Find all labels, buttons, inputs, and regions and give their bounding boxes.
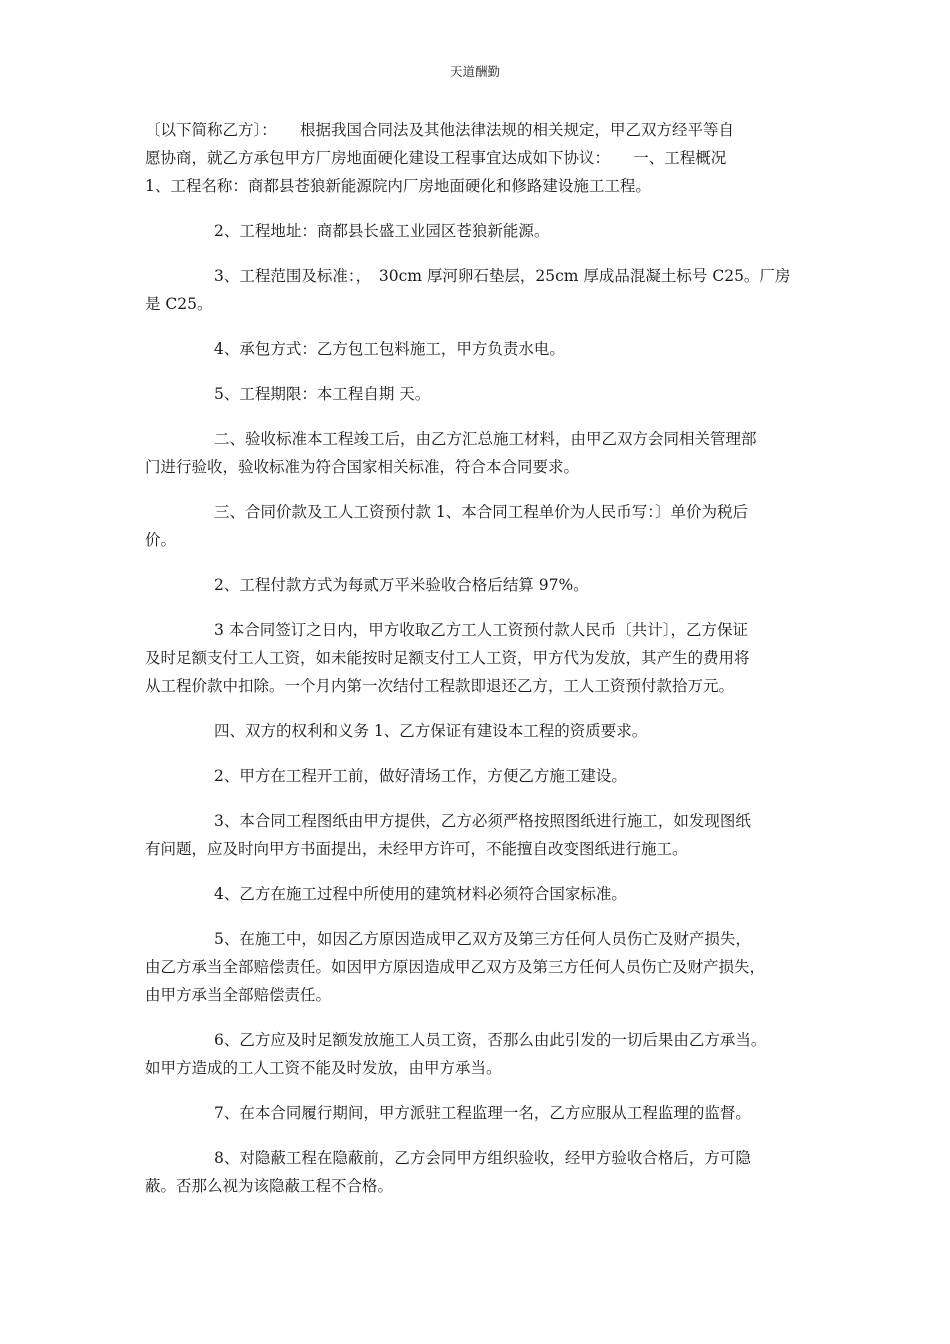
page-header: 天道酬勤 <box>449 64 500 79</box>
text-line: 门进行验收，验收标准为符合国家相关标准，符合本合同要求。 <box>145 458 580 476</box>
text-line: 〔以下简称乙方〕： 根据我国合同法及其他法律法规的相关规定，甲乙双方经平等自 <box>145 121 735 139</box>
text-line: 4、乙方在施工过程中所使用的建筑材料必须符合国家标准。 <box>214 885 627 903</box>
document-body <box>145 116 813 1217</box>
text-line: 有问题，应及时向甲方书面提出，未经甲方许可，不能擅自改变图纸进行施工。 <box>145 840 688 858</box>
text-line: 8、对隐蔽工程在隐蔽前，乙方会同甲方组织验收，经甲方验收合格后，方可隐 <box>214 1149 751 1167</box>
paragraph-supervision <box>145 1099 813 1127</box>
text-line: 二、验收标准本工程竣工后，由乙方汇总施工材料，由甲乙双方会同相关管理部 <box>214 430 757 448</box>
paragraph-concealed-works <box>145 1144 813 1200</box>
text-line: 3、本合同工程图纸由甲方提供，乙方必须严格按照图纸进行施工，如发现图纸 <box>214 812 751 830</box>
text-line: 5、在施工中，如因乙方原因造成甲乙双方及第三方任何人员伤亡及财产损失， <box>214 930 751 948</box>
paragraph-materials <box>145 880 813 908</box>
paragraph-contract-method <box>145 335 813 363</box>
paragraph-liability <box>145 925 813 1009</box>
text-line: 4、承包方式：乙方包工包料施工，甲方负责水电。 <box>214 340 565 358</box>
text-line: 价。 <box>145 531 177 549</box>
paragraph-contract-price <box>145 498 813 554</box>
text-line: 5、工程期限：本工程自期 天。 <box>214 385 431 403</box>
text-line: 是 C25。 <box>145 295 213 313</box>
paragraph-wages <box>145 1026 813 1082</box>
text-line: 四、双方的权利和义务 1、乙方保证有建设本工程的资质要求。 <box>214 722 648 740</box>
paragraph-payment-method <box>145 571 813 599</box>
text-line: 及时足额支付工人工资，如未能按时足额支付工人工资，甲方代为发放，其产生的费用将 <box>145 649 750 667</box>
paragraph-intro <box>145 116 813 200</box>
paragraph-acceptance <box>145 425 813 481</box>
text-line: 三、合同价款及工人工资预付款 1、本合同工程单价为人民币写：〕单价为税后 <box>214 503 749 521</box>
text-line: 1、工程名称：商都县苍狼新能源院内厂房地面硬化和修路建设施工工程。 <box>145 177 651 195</box>
paragraph-project-address <box>145 217 813 245</box>
text-line: 2、工程付款方式为每贰万平米验收合格后结算 97%。 <box>214 576 589 594</box>
text-line: 由甲方承当全部赔偿责任。 <box>145 986 332 1004</box>
text-line: 6、乙方应及时足额发放施工人员工资，否那么由此引发的一切后果由乙方承当。 <box>214 1031 767 1049</box>
text-line: 3 本合同签订之日内，甲方收取乙方工人工资预付款人民币〔共计〕，乙方保证 <box>214 621 749 639</box>
text-line: 如甲方造成的工人工资不能及时发放，由甲方承当。 <box>145 1059 502 1077</box>
text-line: 2、工程地址：商都县长盛工业园区苍狼新能源。 <box>214 222 550 240</box>
paragraph-wage-advance <box>145 616 813 700</box>
paragraph-rights-duties <box>145 717 813 745</box>
text-line: 2、甲方在工程开工前，做好清场工作，方便乙方施工建设。 <box>214 767 627 785</box>
paragraph-site-clearing <box>145 762 813 790</box>
text-line: 蔽。否那么视为该隐蔽工程不合格。 <box>145 1177 394 1195</box>
paragraph-project-scope <box>145 262 813 318</box>
text-line: 从工程价款中扣除。一个月内第一次结付工程款即退还乙方，工人工资预付款拾万元。 <box>145 677 735 695</box>
paragraph-project-period <box>145 380 813 408</box>
text-line: 由乙方承当全部赔偿责任。如因甲方原因造成甲乙双方及第三方任何人员伤亡及财产损失， <box>145 958 766 976</box>
text-line: 3、工程范围及标准：， 30cm 厚河卵石垫层，25cm 厚成品混凝土标号 C25。厂房 <box>214 267 791 285</box>
text-line: 愿协商，就乙方承包甲方厂房地面硬化建设工程事宜达成如下协议： 一、工程概况 <box>145 149 727 167</box>
text-line: 7、在本合同履行期间，甲方派驻工程监理一名，乙方应服从工程监理的监督。 <box>214 1104 751 1122</box>
paragraph-drawings <box>145 807 813 863</box>
